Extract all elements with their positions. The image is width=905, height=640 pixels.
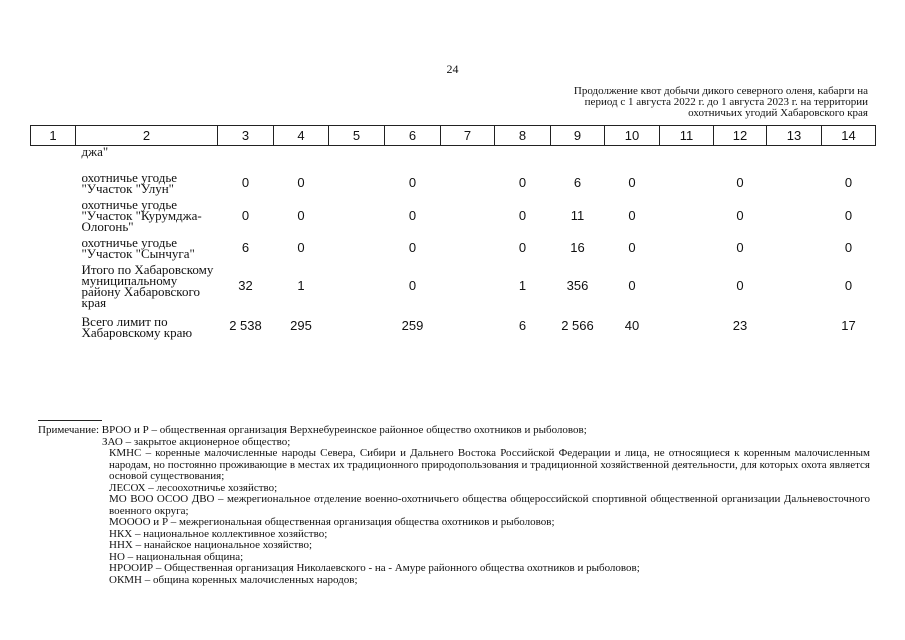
- table-cell: [660, 146, 714, 170]
- row-name: охотничье угодье "Участок "Улун": [81, 170, 178, 196]
- note-item: ЗАО – закрытое акционерное общество;: [102, 435, 291, 448]
- table-cell: [441, 196, 495, 234]
- table-cell: [767, 169, 822, 196]
- note-item: ННХ – нанайское национальное хозяйство;: [109, 539, 312, 551]
- row-name: охотничье угодье "Участок "Сынчуга": [81, 235, 195, 261]
- table-cell: 0: [844, 207, 853, 223]
- row-name: Итого по Хабаровскому муниципальному району Хабаровского края: [81, 262, 214, 310]
- table-cell: [441, 261, 495, 310]
- table-cell: 0: [241, 175, 250, 190]
- table-cell: [660, 169, 714, 196]
- table-cell: [329, 310, 385, 340]
- table-cell: 0: [736, 278, 744, 293]
- table-cell: 2 566: [561, 317, 594, 333]
- table-cell: [767, 261, 822, 310]
- table-cell: 6: [518, 317, 527, 333]
- table-cell: 0: [408, 278, 417, 293]
- table-cell: 0: [297, 240, 305, 255]
- table-row-grand-total: [31, 310, 876, 340]
- table-cell: 0: [408, 240, 417, 255]
- column-header: 5: [329, 126, 385, 146]
- column-header: 11: [660, 126, 714, 146]
- note-item: ЛЕСОХ – лесоохотничье хозяйство;: [109, 481, 278, 494]
- table-cell: 0: [736, 207, 744, 223]
- table-cell: 0: [844, 175, 853, 190]
- row-name: охотничье угодье "Участок "Курумджа-Ологонь": [81, 197, 202, 234]
- note-item: МО ВОО ОСОО ДВО – межрегиональное отделение военно-охотничьего общества общероссийской спортивной общественной организации Дальневосточного военного округа;: [109, 493, 870, 517]
- table-cell: 32: [238, 278, 253, 293]
- table-cell: [495, 146, 551, 170]
- table-cell: [660, 261, 714, 310]
- table-cell: 0: [518, 240, 527, 255]
- table-row: [31, 261, 876, 310]
- table-cell: 356: [566, 278, 589, 293]
- table-cell: [822, 146, 876, 170]
- table-cell: 1: [518, 278, 527, 293]
- table-cell: [767, 310, 822, 340]
- table-cell: [441, 169, 495, 196]
- footnote-divider: [38, 420, 102, 421]
- table-cell: 6: [573, 175, 582, 190]
- table-cell: 0: [518, 207, 527, 223]
- column-header: 10: [605, 126, 660, 146]
- column-header: 6: [385, 126, 441, 146]
- note-item: НКХ – национальное коллективное хозяйство;: [109, 527, 328, 540]
- table-cell: [329, 146, 385, 170]
- note-item: НО – национальная община;: [109, 550, 244, 563]
- table-cell: [660, 310, 714, 340]
- table-cell: [660, 196, 714, 234]
- table-cell: [441, 146, 495, 170]
- column-header: 9: [551, 126, 605, 146]
- table-cell: [605, 146, 660, 170]
- table-cell: [274, 146, 329, 170]
- table-cell: 0: [736, 240, 744, 255]
- table-cell: 0: [297, 175, 305, 190]
- table-cell: [385, 146, 441, 170]
- note-lead: Примечание: ВРОО и Р – общественная организация Верхнебуреинское районное общество охотников и рыболовов;: [38, 424, 587, 436]
- note-item: НРООИР – Общественная организация Николаевского - на - Амуре районного общества охотников и рыболовов;: [109, 562, 640, 574]
- table-cell: 0: [844, 240, 853, 255]
- table-cell: [329, 261, 385, 310]
- table-cell: [767, 196, 822, 234]
- table-cell: 16: [570, 240, 585, 255]
- page-number: 24: [446, 62, 459, 76]
- table-cell: [329, 196, 385, 234]
- column-header: 2: [76, 126, 218, 146]
- table-cell: [329, 169, 385, 196]
- table-cell: 2 538: [229, 317, 262, 333]
- table-cell: [551, 146, 605, 170]
- table-cell: 0: [241, 207, 250, 223]
- continuation-title: Продолжение квот добычи дикого северного оленя, кабарги на период с 1 августа 2022 г. до 1 августа 2023 г. на территории охотничьих угодий Хабаровского края: [573, 85, 868, 119]
- column-header: 3: [218, 126, 274, 146]
- column-header: 14: [822, 126, 876, 146]
- table-cell: 6: [241, 240, 250, 255]
- table-cell: [767, 146, 822, 170]
- table-cell: 23: [732, 317, 748, 333]
- table-cell: 40: [624, 317, 640, 333]
- table-row: [31, 196, 876, 234]
- table-row: [31, 234, 876, 261]
- table-row: [31, 146, 876, 170]
- table-cell: [441, 310, 495, 340]
- table-cell: [660, 234, 714, 261]
- table-cell: 259: [401, 317, 424, 333]
- table-cell: 0: [628, 278, 636, 293]
- note-item: КМНС – коренные малочисленные народы Севера, Сибири и Дальнего Востока Российской Федерации и лица, не относящиеся к коренным малочисленным народам, но постоянно проживающие в местах их традиционного природопользования и традиционной хозяйственной деятельности, для которых охота является основой существования;: [109, 447, 870, 482]
- notes-section: [38, 425, 870, 586]
- table-cell: 295: [290, 317, 312, 333]
- table-cell: 0: [628, 240, 636, 255]
- column-header: 4: [274, 126, 329, 146]
- table-cell: 0: [297, 207, 305, 223]
- table-cell: 0: [844, 278, 853, 293]
- note-item: ОКМН – община коренных малочисленных народов;: [109, 573, 358, 586]
- table-cell: 11: [570, 207, 585, 223]
- row-name: Всего лимит по Хабаровскому краю: [81, 314, 193, 340]
- table-cell: [714, 146, 767, 170]
- table-cell: 0: [518, 175, 527, 190]
- column-header: 7: [441, 126, 495, 146]
- table-cell: 0: [628, 207, 636, 223]
- table-cell: 0: [408, 207, 417, 223]
- quota-table: [30, 125, 876, 340]
- table-row: [31, 169, 876, 196]
- table-cell: 17: [841, 317, 856, 333]
- row-name: джа": [81, 144, 109, 159]
- table-cell: 1: [297, 278, 305, 293]
- table-cell: [767, 234, 822, 261]
- column-header: 13: [767, 126, 822, 146]
- column-header: 8: [495, 126, 551, 146]
- column-numbers-row: [31, 126, 876, 146]
- table-cell: [441, 234, 495, 261]
- table-cell: 0: [408, 175, 417, 190]
- column-header: 1: [31, 126, 76, 146]
- table-cell: [329, 234, 385, 261]
- table-cell: 0: [736, 175, 744, 190]
- note-item: МОООО и Р – межрегиональная общественная организация общества охотников и рыболовов;: [109, 516, 555, 528]
- column-header: 12: [714, 126, 767, 146]
- table-cell: [218, 146, 274, 170]
- table-cell: 0: [628, 175, 636, 190]
